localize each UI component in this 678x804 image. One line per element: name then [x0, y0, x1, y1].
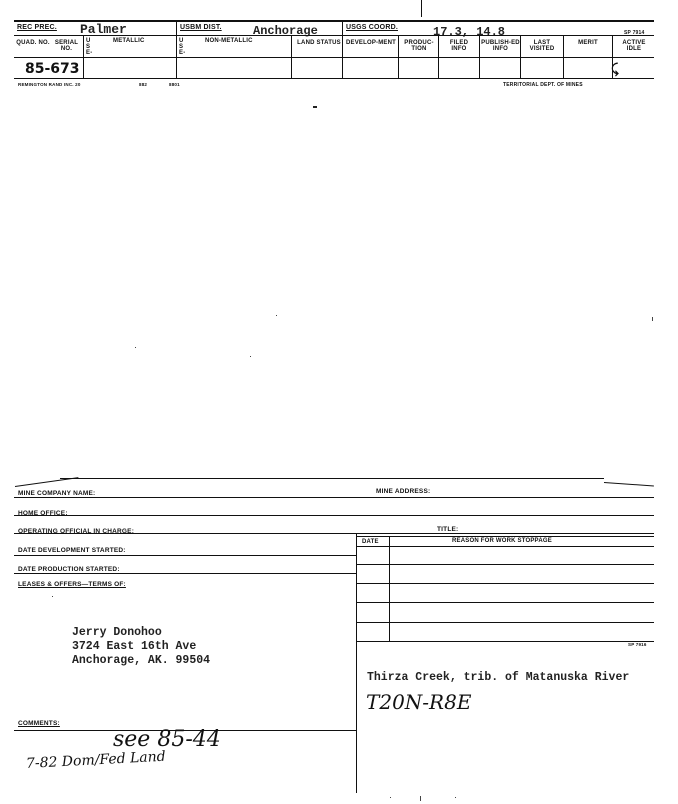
- quad-no-header: QUAD. NO.: [16, 40, 50, 46]
- col-divider: [291, 35, 292, 78]
- date-column-divider: [389, 536, 390, 641]
- metallic-header: METALLIC: [113, 38, 145, 44]
- nonmetallic-use-prefix: U S E-: [179, 38, 186, 56]
- stoppage-row-rule: [356, 641, 654, 642]
- development-header: DEVELOP-MENT: [345, 40, 397, 46]
- speck: [390, 797, 391, 798]
- printer-imprint: REMINGTON RAND INC. 20: [18, 82, 81, 87]
- quad-serial-value: 85-673: [25, 61, 80, 77]
- published-info-header: PUBLISH-ED INFO: [481, 40, 520, 52]
- serial-no-header: SERIAL NO.: [54, 40, 79, 52]
- mine-company-name-label: MINE COMPANY NAME:: [18, 490, 96, 497]
- usgs-coord-label: USGS COORD.: [346, 24, 398, 31]
- operating-official-label: OPERATING OFFICIAL IN CHARGE:: [18, 528, 135, 535]
- department-imprint: TERRITORIAL DEPT. OF MINES: [503, 82, 583, 88]
- stoppage-row-rule: [356, 583, 654, 584]
- usbm-dist-label: USBM DIST.: [180, 24, 222, 31]
- top-rule-faint: [60, 478, 604, 479]
- official-rule: [14, 533, 654, 534]
- home-office-rule: [14, 515, 654, 516]
- printer-code-1: 882: [139, 82, 148, 87]
- lease-holder-name: Jerry Donohoo: [72, 626, 162, 639]
- stoppage-row-rule: [356, 622, 654, 623]
- title-label: TITLE:: [437, 526, 459, 533]
- leases-offers-label: LEASES & OFFERS—TERMS OF:: [18, 581, 126, 588]
- col-divider: [438, 35, 439, 78]
- last-visited-header: LAST VISITED: [529, 40, 555, 52]
- development-rule: [14, 555, 356, 556]
- speck: [250, 356, 251, 357]
- production-rule: [14, 573, 356, 574]
- col-divider: [83, 35, 84, 78]
- reason-column-header: REASON FOR WORK STOPPAGE: [452, 538, 552, 544]
- margin-tick: [421, 0, 422, 17]
- metallic-use-prefix: U S E-: [86, 38, 93, 56]
- speck: [276, 315, 277, 316]
- printer-code-2: 8801: [169, 82, 180, 87]
- speck: [135, 347, 136, 348]
- production-header: PRODUC-TION: [404, 40, 434, 52]
- speck: [52, 596, 53, 597]
- location-description: Thirza Creek, trib. of Matanuska River: [367, 671, 630, 684]
- col-divider: [176, 20, 177, 78]
- rec-prec-label: REC PREC.: [17, 24, 57, 31]
- form-code-2: SP 7916: [628, 642, 647, 647]
- curl-line: [604, 482, 654, 486]
- active-idle-header: ACTIVE IDLE: [622, 40, 646, 52]
- date-column-header: DATE: [362, 539, 379, 545]
- mine-address-label: MINE ADDRESS:: [376, 488, 431, 495]
- nonmetallic-header: NON-METALLIC: [205, 38, 253, 44]
- lease-holder-city: Anchorage, AK. 99504: [72, 654, 211, 667]
- stoppage-header-top: [356, 536, 654, 537]
- lease-holder-street: 3724 East 16th Ave: [72, 640, 197, 653]
- date-production-label: DATE PRODUCTION STARTED:: [18, 566, 120, 573]
- usgs-coord-value: 17.3, 14.8: [433, 25, 506, 39]
- township-range: T20N-R8E: [366, 690, 472, 714]
- home-office-label: HOME OFFICE:: [18, 510, 68, 517]
- header-row-rule: [14, 35, 654, 36]
- stoppage-row-rule: [356, 602, 654, 603]
- form-center-divider: [356, 533, 357, 793]
- speck: [455, 797, 456, 798]
- stoppage-header-bottom: [356, 546, 654, 547]
- land-status-header: LAND STATUS: [297, 40, 341, 46]
- col-divider: [520, 35, 521, 78]
- column-header-rule: [14, 57, 654, 58]
- speck: [652, 317, 653, 321]
- usbm-dist-value: Anchorage: [253, 24, 318, 38]
- mine-company-rule: [14, 497, 654, 498]
- col-divider: [398, 35, 399, 78]
- handwritten-see-ref: see 85-44: [113, 727, 221, 752]
- col-divider: [342, 20, 343, 78]
- handwritten-owner-note: 7-82 Dom/Fed Land: [25, 748, 167, 772]
- speck: [420, 796, 421, 801]
- col-divider: [479, 35, 480, 78]
- merit-header: MERIT: [578, 40, 598, 46]
- comments-label: COMMENTS:: [18, 720, 60, 727]
- table-bottom-rule: [14, 78, 654, 79]
- date-development-label: DATE DEVELOPMENT STARTED:: [18, 547, 126, 554]
- curl-line: [15, 477, 79, 487]
- filed-info-header: FILED INFO: [449, 40, 469, 52]
- active-idle-mark: ⤹: [611, 62, 619, 77]
- form-code: SP 7914: [624, 30, 645, 36]
- speck: [313, 106, 317, 108]
- rec-prec-value: Palmer: [80, 22, 127, 37]
- stoppage-row-rule: [356, 564, 654, 565]
